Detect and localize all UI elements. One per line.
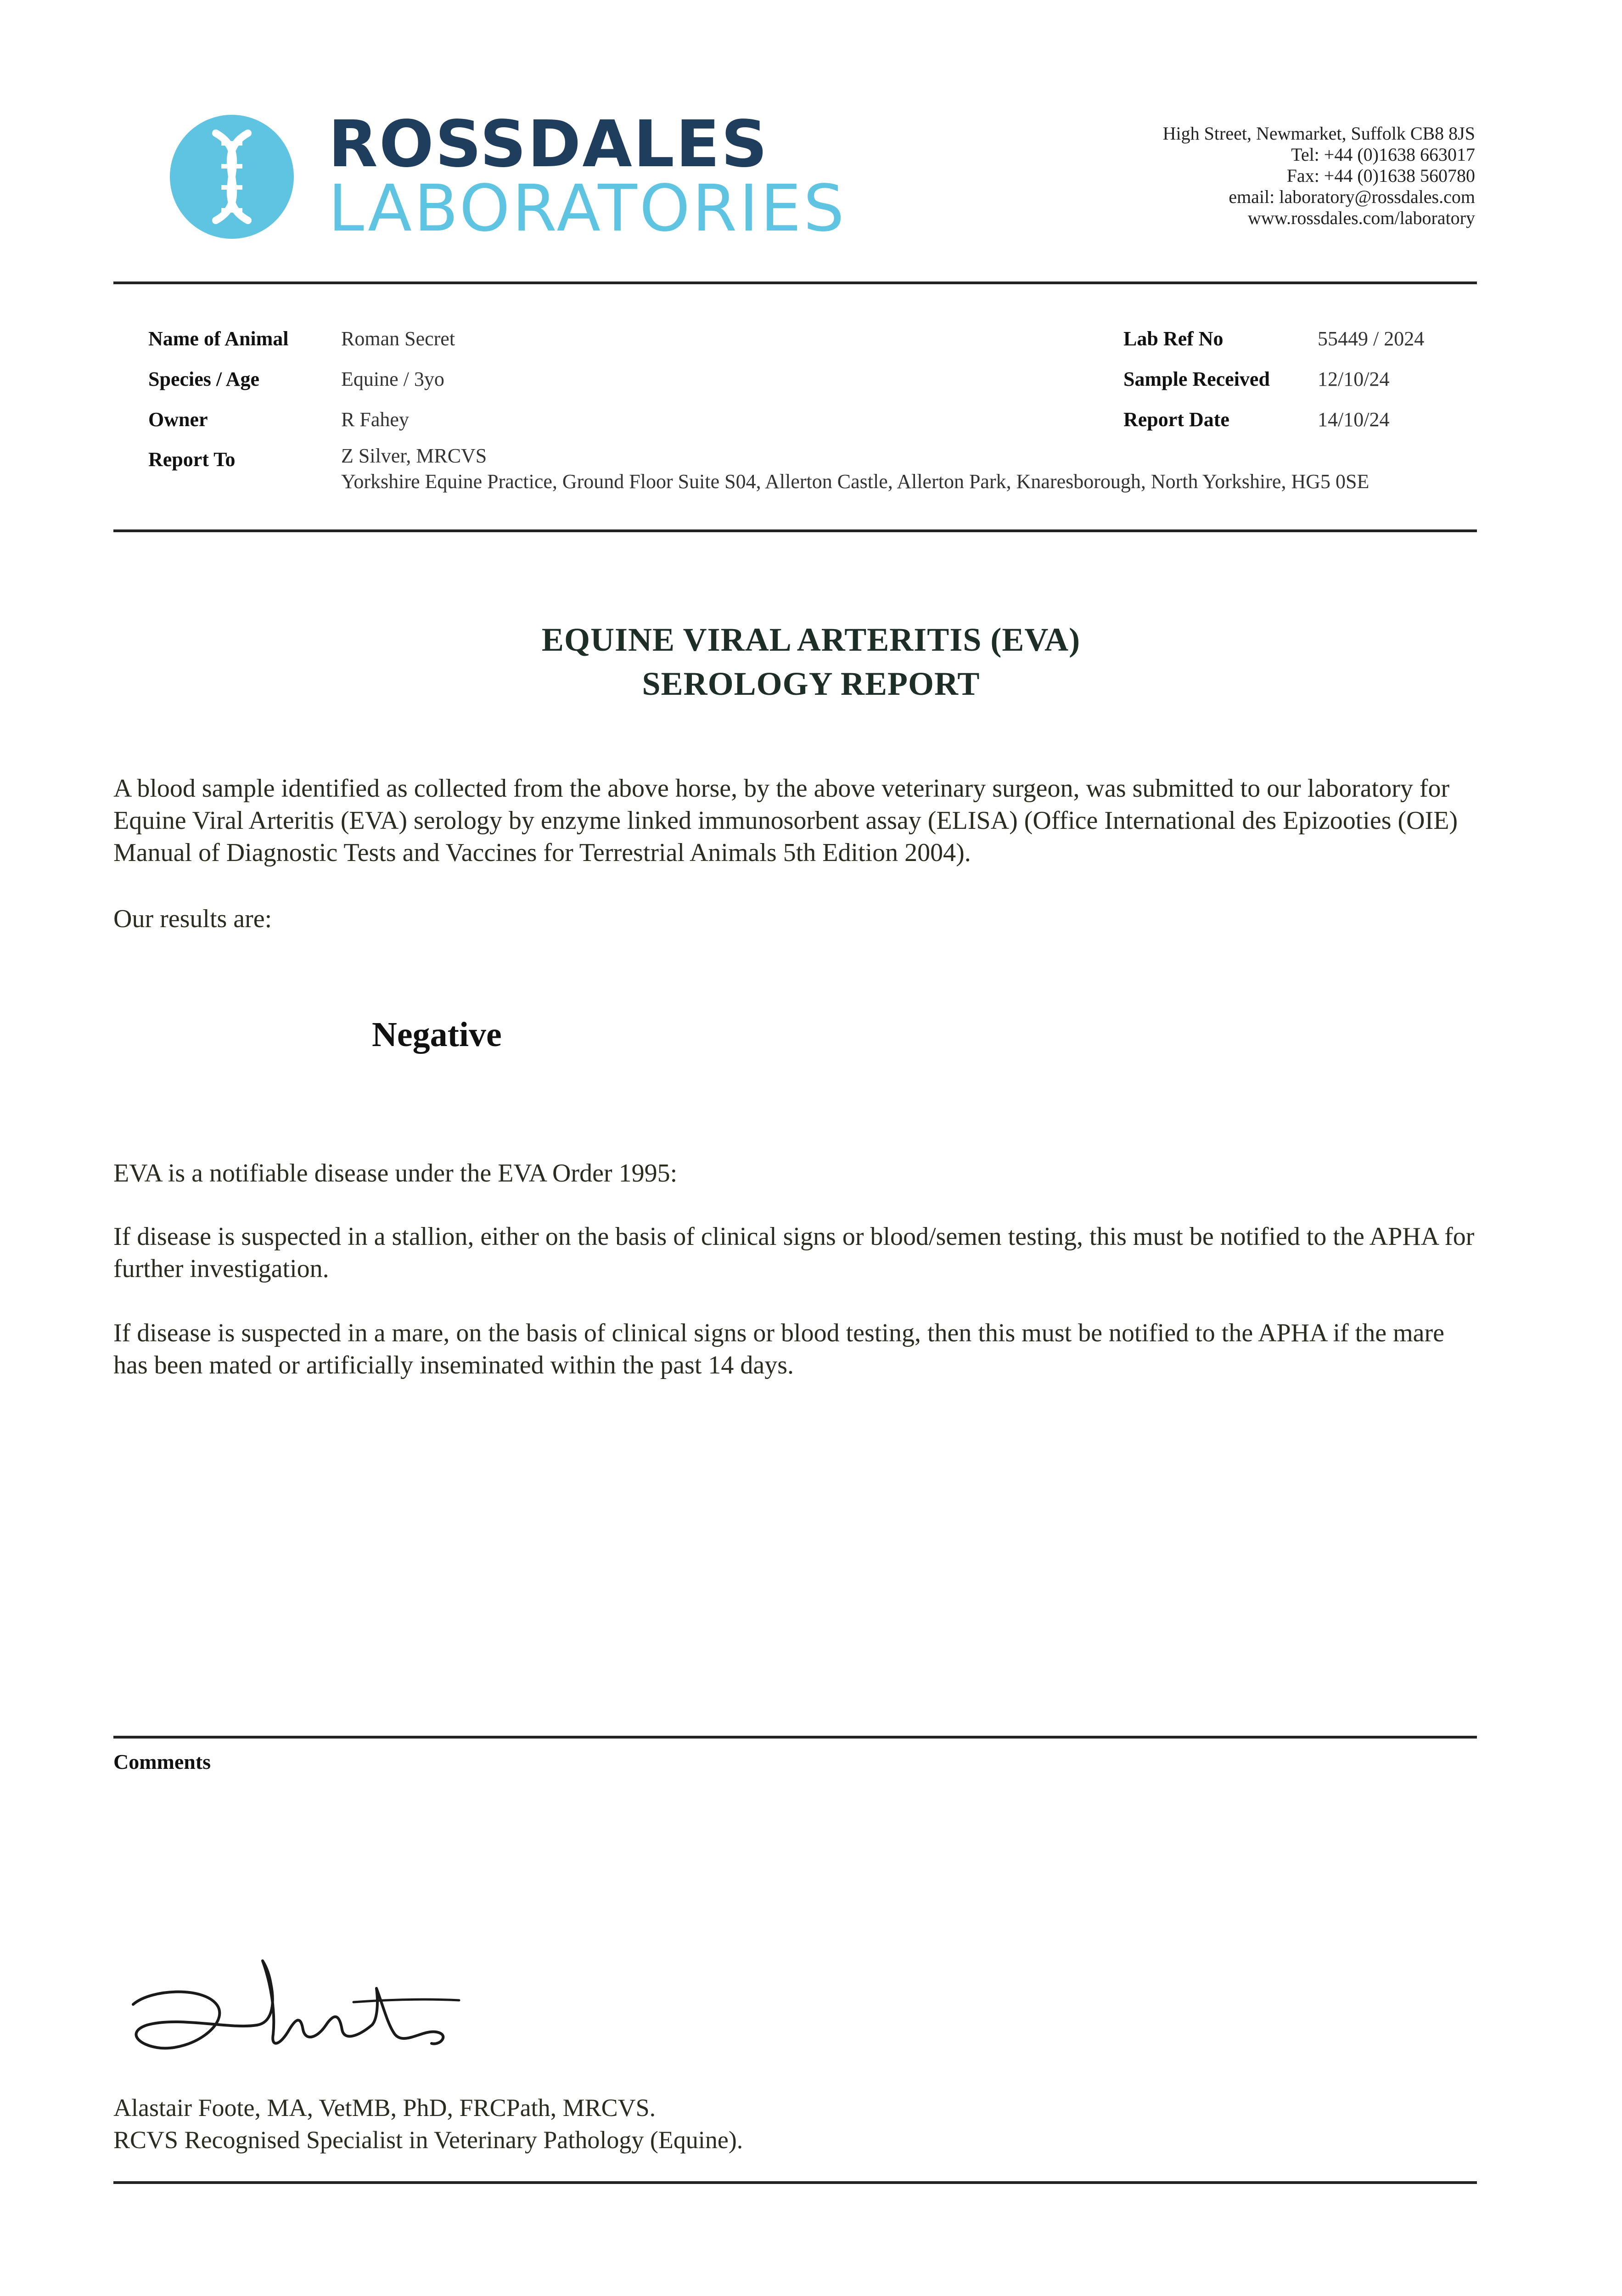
contact-email: email: laboratory@rossdales.com <box>1229 186 1475 207</box>
results-intro: Our results are: <box>113 905 272 933</box>
lab-ref-label: Lab Ref No <box>1123 327 1224 350</box>
report-to-address: Yorkshire Equine Practice, Ground Floor Suite S04, Allerton Castle, Allerton Park, Knaresborough, North Yorkshire, HG5 0SE <box>341 470 1369 493</box>
name-of-animal-label: Name of Animal <box>148 327 289 350</box>
report-to-value <box>341 443 1457 495</box>
name-of-animal-value: Roman Secret <box>341 327 455 350</box>
contact-block <box>1163 123 1475 229</box>
owner-value: R Fahey <box>341 408 409 431</box>
species-age-value: Equine / 3yo <box>341 368 444 390</box>
report-to-label: Report To <box>148 448 236 471</box>
info-divider <box>113 529 1477 532</box>
brand-name-line2: LABORATORIES <box>328 171 847 246</box>
species-age-label: Species / Age <box>148 368 259 390</box>
owner-label: Owner <box>148 408 208 431</box>
brand-name-line1: ROSSDALES <box>328 107 769 182</box>
lab-ref-value: 55449 / 2024 <box>1318 327 1425 350</box>
contact-web: www.rossdales.com/laboratory <box>1247 208 1475 228</box>
signatory-block <box>113 2092 743 2156</box>
notifiable-statement: EVA is a notifiable disease under the EVA Order 1995: <box>113 1159 678 1187</box>
comments-divider <box>113 1736 1477 1739</box>
report-date-value: 14/10/24 <box>1318 408 1390 431</box>
intro-paragraph: A blood sample identified as collected from the above horse, by the above veterinary surgeon, was submitted to our laboratory for Equine Viral Arteritis (EVA) serology by enzyme linked immunosorbent assay (ELISA) (Office International des Epizooties (OIE) Manual of Diagnostic Tests and Vaccines for Terrestrial Animals 5th Edition 2004). <box>113 774 1458 867</box>
report-title-line1: EQUINE VIRAL ARTERITIS (EVA) <box>541 621 1081 658</box>
contact-fax: Fax: +44 (0)1638 560780 <box>1286 165 1475 186</box>
logo-mark <box>170 115 294 239</box>
test-result: Negative <box>372 1015 502 1054</box>
signatory-name: Alastair Foote, MA, VetMB, PhD, FRCPath, MRCVS. <box>113 2094 656 2122</box>
footer-divider <box>113 2181 1477 2184</box>
signatory-title: RCVS Recognised Specialist in Veterinary Pathology (Equine). <box>113 2126 743 2154</box>
contact-tel: Tel: +44 (0)1638 663017 <box>1291 144 1475 165</box>
mare-note: If disease is suspected in a mare, on the basis of clinical signs or blood testing, then this must be notified to the APHA if the mare has been mated or artificially inseminated within the past 14 days. <box>113 1319 1445 1379</box>
sample-received-label: Sample Received <box>1123 368 1270 390</box>
report-to-recipient: Z Silver, MRCVS <box>341 445 487 467</box>
signature <box>119 1956 468 2064</box>
report-date-label: Report Date <box>1123 408 1229 431</box>
header-divider <box>113 281 1477 284</box>
report-title-line2: SEROLOGY REPORT <box>642 665 980 702</box>
report-title <box>0 618 1622 706</box>
sample-received-value: 12/10/24 <box>1318 368 1390 390</box>
dna-helix-icon <box>170 115 294 239</box>
comments-label: Comments <box>113 1750 211 1773</box>
stallion-note: If disease is suspected in a stallion, either on the basis of clinical signs or blood/semen testing, this must be notified to the APHA for further investigation. <box>113 1222 1475 1283</box>
contact-address: High Street, Newmarket, Suffolk CB8 8JS <box>1162 123 1475 144</box>
